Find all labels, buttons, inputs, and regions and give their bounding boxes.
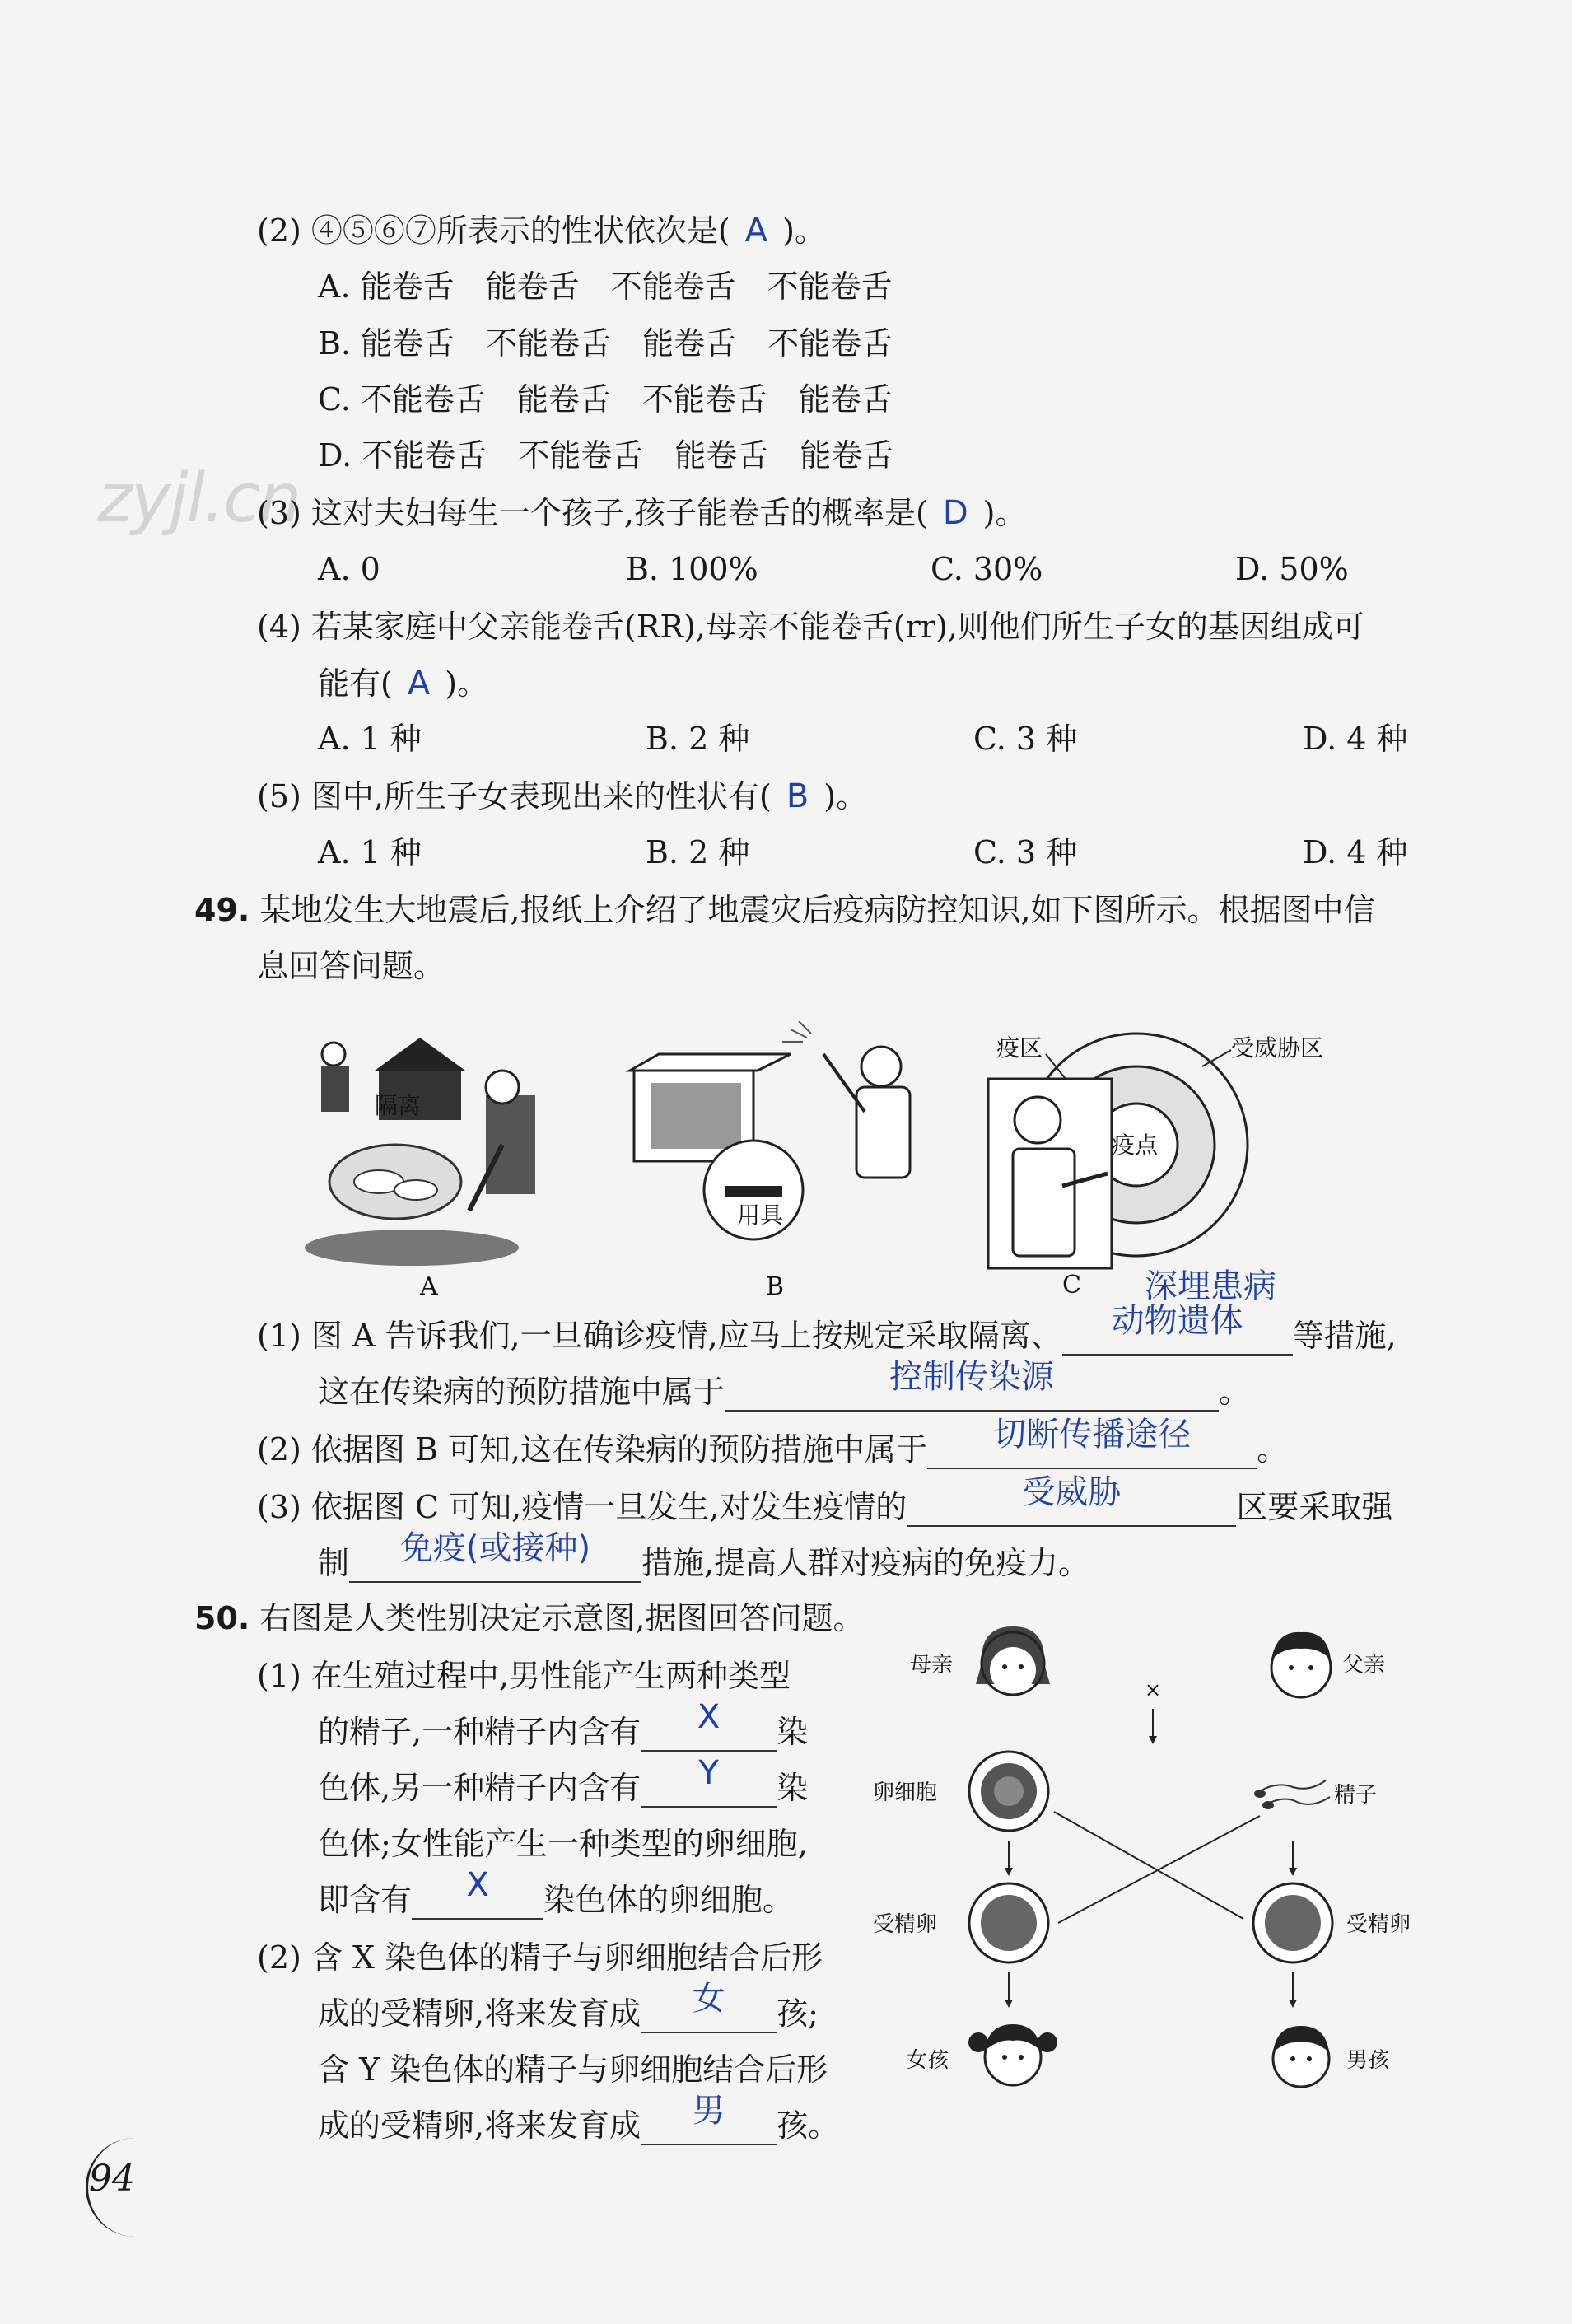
q48-p3-stem: (3) 这对夫妇每生一个孩子,孩子能卷舌的概率是( D )。	[257, 494, 1027, 532]
q48-p4-option-d: D. 4 种	[1303, 721, 1408, 757]
q49-p3-blank-2: 免疫(或接种)	[349, 1545, 641, 1583]
q50-p2-l3: 含 Y 染色体的精子与卵细胞结合后形	[318, 2051, 828, 2088]
q49-intro-2: 息回答问题。	[257, 948, 445, 984]
label-yiqu: 疫区	[996, 1034, 1043, 1062]
q49-intro: 49. 某地发生大地震后,报纸上介绍了地震灾后疫病防控知识,如下图所示。根据图中信	[194, 892, 1375, 928]
zygote-left	[873, 1883, 1048, 1962]
q48-p5-option-c: C. 3 种	[973, 834, 1078, 870]
label-zygote-right: 受精卵	[1346, 1912, 1411, 1937]
q50-figure	[873, 1606, 1466, 2100]
q49-p3-line2: 制 免疫(或接种) 措施,提高人群对疫病的免疫力。	[318, 1529, 1090, 1581]
q48-p2-answer: A	[744, 212, 768, 250]
q49-p2-line: (2) 依据图 B 可知,这在传染病的预防措施中属于 切断传播途径 。	[257, 1416, 1289, 1468]
q49-p1-line1: (1) 图 A 告诉我们,一旦确诊疫情,应马上按规定采取隔离、 动物遗体 等措施,	[257, 1302, 1397, 1354]
q48-p4-option-b: B. 2 种	[646, 721, 750, 757]
q48-p5-option-d: D. 4 种	[1303, 834, 1408, 870]
q50-p1-l4: 色体;女性能产生一种类型的卵细胞,	[318, 1826, 808, 1862]
q50-p1-blank-2: Y	[641, 1770, 777, 1808]
zygote-right	[1253, 1883, 1411, 1962]
page-number: 94	[89, 2158, 135, 2200]
q50-p2-l1: (2) 含 X 染色体的精子与卵细胞结合后形	[257, 1939, 823, 1976]
q48-p2-option-d: D. 不能卷舌 不能卷舌 能卷舌 能卷舌	[318, 437, 894, 474]
q48-p3-option-c: C. 30%	[931, 551, 1043, 587]
q49-p1-line2: 这在传染病的预防措施中属于 控制传染源 。	[318, 1358, 1251, 1410]
father-portrait	[1271, 1632, 1385, 1697]
q48-p2-option-c: C. 不能卷舌 能卷舌 不能卷舌 能卷舌	[318, 381, 893, 418]
q50-p1-l2: 的精子,一种精子内含有 X 染	[318, 1698, 809, 1750]
q48-p4-answer: A	[407, 665, 431, 702]
q48-p5-option-b: B. 2 种	[646, 834, 750, 870]
q50-intro: 50. 右图是人类性别决定示意图,据图回答问题。	[194, 1600, 865, 1636]
q49-p3-line1: (3) 依据图 C 可知,疫情一旦发生,对发生疫情的 受威胁 区要采取强	[257, 1473, 1393, 1525]
label-father: 父亲	[1342, 1653, 1386, 1678]
q49-number: 49.	[194, 892, 250, 928]
label-girl: 女孩	[906, 2048, 949, 2073]
girl-portrait	[906, 2024, 1057, 2085]
label-c: C	[1062, 1271, 1081, 1300]
label-boy: 男孩	[1346, 2048, 1390, 2073]
label-a: A	[420, 1272, 438, 1301]
q48-p4-stem-2: 能有( A )。	[318, 665, 489, 702]
q48-p5-option-a: A. 1 种	[318, 834, 422, 870]
label-shouweixie: 受威胁区	[1231, 1034, 1324, 1062]
q48-p5-stem: (5) 图中,所生子女表现出来的性状有( B )。	[257, 777, 868, 815]
q48-p3-option-a: A. 0	[318, 551, 380, 587]
watermark: zyjl.cn	[97, 460, 301, 538]
q50-p1-l1: (1) 在生殖过程中,男性能产生两种类型	[257, 1658, 791, 1694]
label-yongju: 用具	[737, 1202, 784, 1229]
label-yidian: 疫点	[1112, 1132, 1159, 1159]
q48-p4-option-c: C. 3 种	[973, 721, 1078, 757]
sperm-cells	[1254, 1780, 1377, 1809]
label-mother: 母亲	[910, 1653, 954, 1678]
q50-p2-blank-1: 女	[641, 1995, 777, 2033]
egg-cell	[873, 1752, 1048, 1831]
q50-number: 50.	[194, 1600, 250, 1636]
q48-p2-stem: (2) ④⑤⑥⑦所表示的性状依次是( A )。	[257, 212, 826, 250]
mother-portrait	[910, 1626, 1050, 1695]
q48-p4-option-a: A. 1 种	[318, 721, 422, 757]
q50-p2-blank-2: 男	[641, 2107, 777, 2145]
q50-p1-l3: 色体,另一种精子内含有 Y 染	[318, 1754, 809, 1806]
q50-p1-blank-3: X	[412, 1882, 543, 1920]
q50-p1-blank-1: X	[641, 1714, 777, 1752]
q49-p1-blank-1: 动物遗体	[1062, 1318, 1293, 1356]
boy-portrait	[1273, 2026, 1390, 2087]
q49-p3-blank-1: 受威胁	[907, 1489, 1236, 1527]
label-sperm: 精子	[1334, 1783, 1378, 1808]
figure-a-isolation	[305, 1038, 535, 1301]
q49-p2-blank: 切断传播途径	[927, 1431, 1257, 1469]
q49-figure	[296, 1021, 1383, 1301]
q48-p3-answer: D	[942, 494, 968, 532]
q48-p2-option-b: B. 能卷舌 不能卷舌 能卷舌 不能卷舌	[318, 325, 893, 362]
q48-p5-answer: B	[786, 777, 809, 815]
figure-b-disinfection	[630, 1021, 910, 1301]
q48-p2-option-a: A. 能卷舌 能卷舌 不能卷舌 不能卷舌	[318, 268, 893, 305]
q50-p2-l2: 成的受精卵,将来发育成 女 孩;	[318, 1980, 819, 2032]
label-egg: 卵细胞	[873, 1780, 938, 1805]
q50-p1-l5: 即含有 X 染色体的卵细胞。	[318, 1866, 795, 1918]
label-zygote-left: 受精卵	[873, 1912, 938, 1937]
label-b: B	[766, 1272, 785, 1301]
q48-p4-stem: (4) 若某家庭中父亲能卷舌(RR),母亲不能卷舌(rr),则他们所生子女的基因组成可	[257, 609, 1364, 645]
label-geli: 隔离	[375, 1092, 422, 1119]
q49-p1-answer-1a: 深埋患病	[1145, 1267, 1276, 1305]
q50-p2-l4: 成的受精卵,将来发育成 男 孩。	[318, 2092, 840, 2144]
cross-symbol: ×	[1145, 1678, 1162, 1701]
q48-p3-option-b: B. 100%	[626, 551, 758, 587]
q48-p3-option-d: D. 50%	[1235, 551, 1349, 587]
q49-p1-blank-2: 控制传染源	[725, 1374, 1219, 1412]
